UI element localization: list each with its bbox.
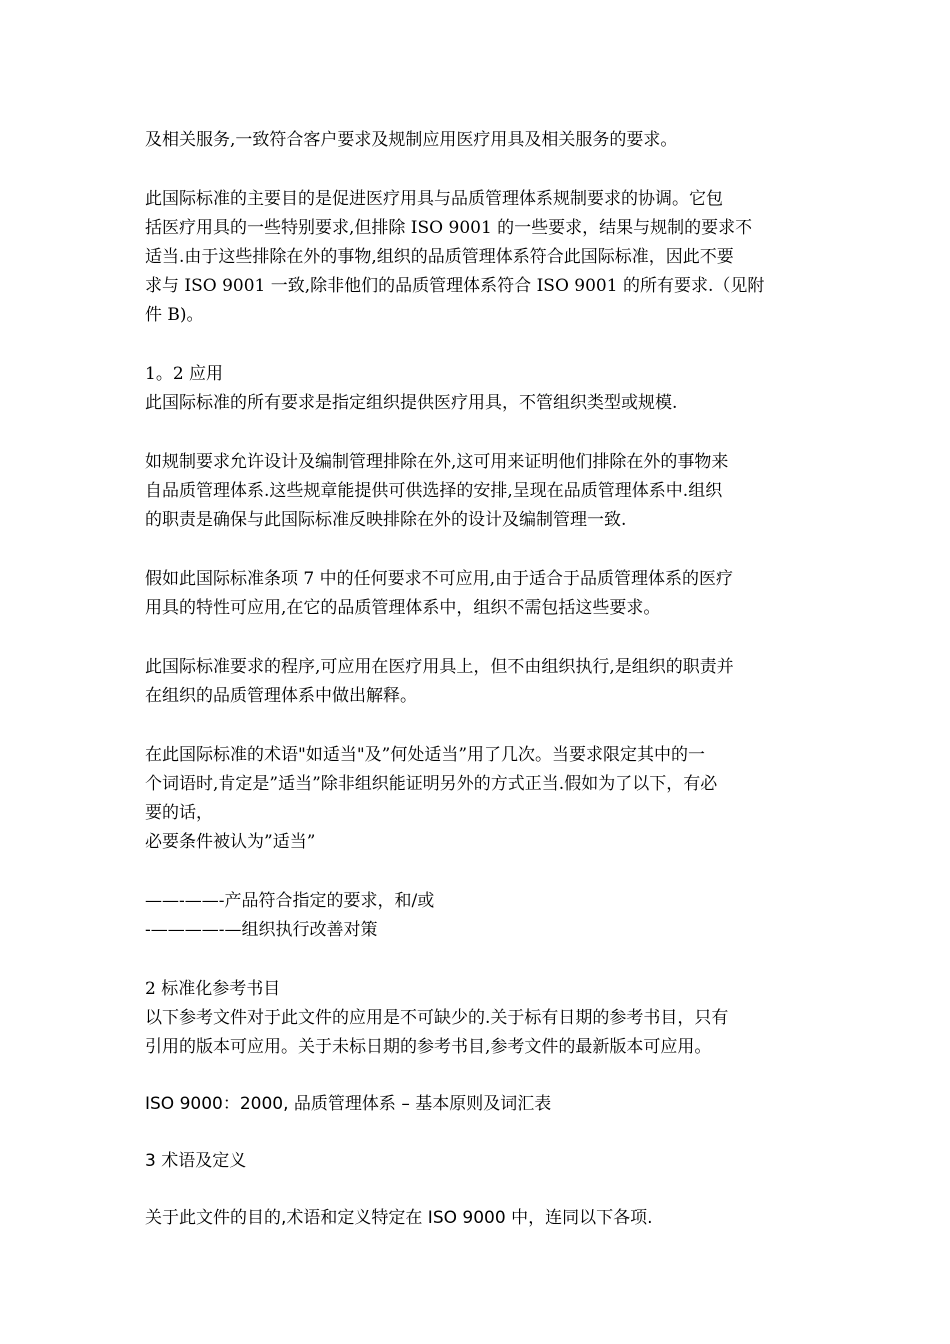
- section-3-paragraph: 关于此文件的目的,术语和定义特定在 ISO 9000 中，连同以下各项.: [145, 1208, 653, 1228]
- section-1-2-para1: 此国际标准的所有要求是指定组织提供医疗用具，不管组织类型或规模.: [145, 393, 678, 413]
- reference-iso-9000: ISO 9000：2000, 品质管理体系 – 基本原则及词汇表: [145, 1094, 552, 1114]
- para-line: 必要条件被认为”适当”: [145, 832, 316, 852]
- document-page: [145, 126, 815, 1233]
- section-3-heading: 3 术语及定义: [145, 1151, 247, 1171]
- para-line: 引用的版本可应用。关于未标日期的参考书目,参考文件的最新版本可应用。: [145, 1037, 712, 1057]
- section-1-2-para4: [145, 653, 815, 711]
- purpose-line: 适当.由于这些排除在外的事物,组织的品质管理体系符合此国际标准，因此不要: [145, 247, 734, 267]
- section-1-2-heading: 1。2 应用: [145, 364, 224, 384]
- para-line: 假如此国际标准条项 7 中的任何要求不可应用,由于适合于品质管理体系的医疗: [145, 569, 734, 589]
- purpose-line: 件 B)。: [145, 305, 204, 325]
- purpose-line: 此国际标准的主要目的是促进医疗用具与品质管理体系规制要求的协调。它包: [145, 189, 723, 209]
- intro-text: 及相关服务,一致符合客户要求及规制应用医疗用具及相关服务的要求。: [145, 130, 678, 150]
- para-line: 用具的特性可应用,在它的品质管理体系中，组织不需包括这些要求。: [145, 598, 661, 618]
- para-line: 在此国际标准的术语"如适当"及”何处适当”用了几次。当要求限定其中的一: [145, 745, 706, 765]
- section-1-2-para2: [145, 448, 815, 535]
- para-line: 以下参考文件对于此文件的应用是不可缺少的.关于标有日期的参考书目，只有: [145, 1008, 729, 1028]
- section-2-paragraph: [145, 1004, 815, 1062]
- list-item: -————-—组织执行改善对策: [145, 920, 378, 940]
- section-1-2-para5: [145, 741, 815, 857]
- para-line: 如规制要求允许设计及编制管理排除在外,这可用来证明他们排除在外的事物来: [145, 452, 729, 472]
- purpose-line: 括医疗用具的一些特别要求,但排除 ISO 9001 的一些要求，结果与规制的要求不: [145, 218, 753, 238]
- para-line: 个词语时,肯定是”适当”除非组织能证明另外的方式正当.假如为了以下，有必: [145, 774, 718, 794]
- para-line: 在组织的品质管理体系中做出解释。: [145, 686, 417, 706]
- para-line: 自品质管理体系.这些规章能提供可供选择的安排,呈现在品质管理体系中.组织: [145, 481, 723, 501]
- para-line: 要的话，: [145, 803, 213, 823]
- section-1-2-para3: [145, 565, 815, 623]
- section-2-heading: 2 标准化参考书目: [145, 979, 281, 999]
- list-item: ——-——-产品符合指定的要求，和/或: [145, 891, 435, 911]
- purpose-paragraph: [145, 185, 815, 330]
- para-line: 的职责是确保与此国际标准反映排除在外的设计及编制管理一致.: [145, 510, 627, 530]
- section-1-2-list: [145, 887, 815, 945]
- para-line: 此国际标准要求的程序,可应用在医疗用具上，但不由组织执行,是组织的职责并: [145, 657, 734, 677]
- purpose-line: 求与 ISO 9001 一致,除非他们的品质管理体系符合 ISO 9001 的所有要求.（见附: [145, 276, 765, 296]
